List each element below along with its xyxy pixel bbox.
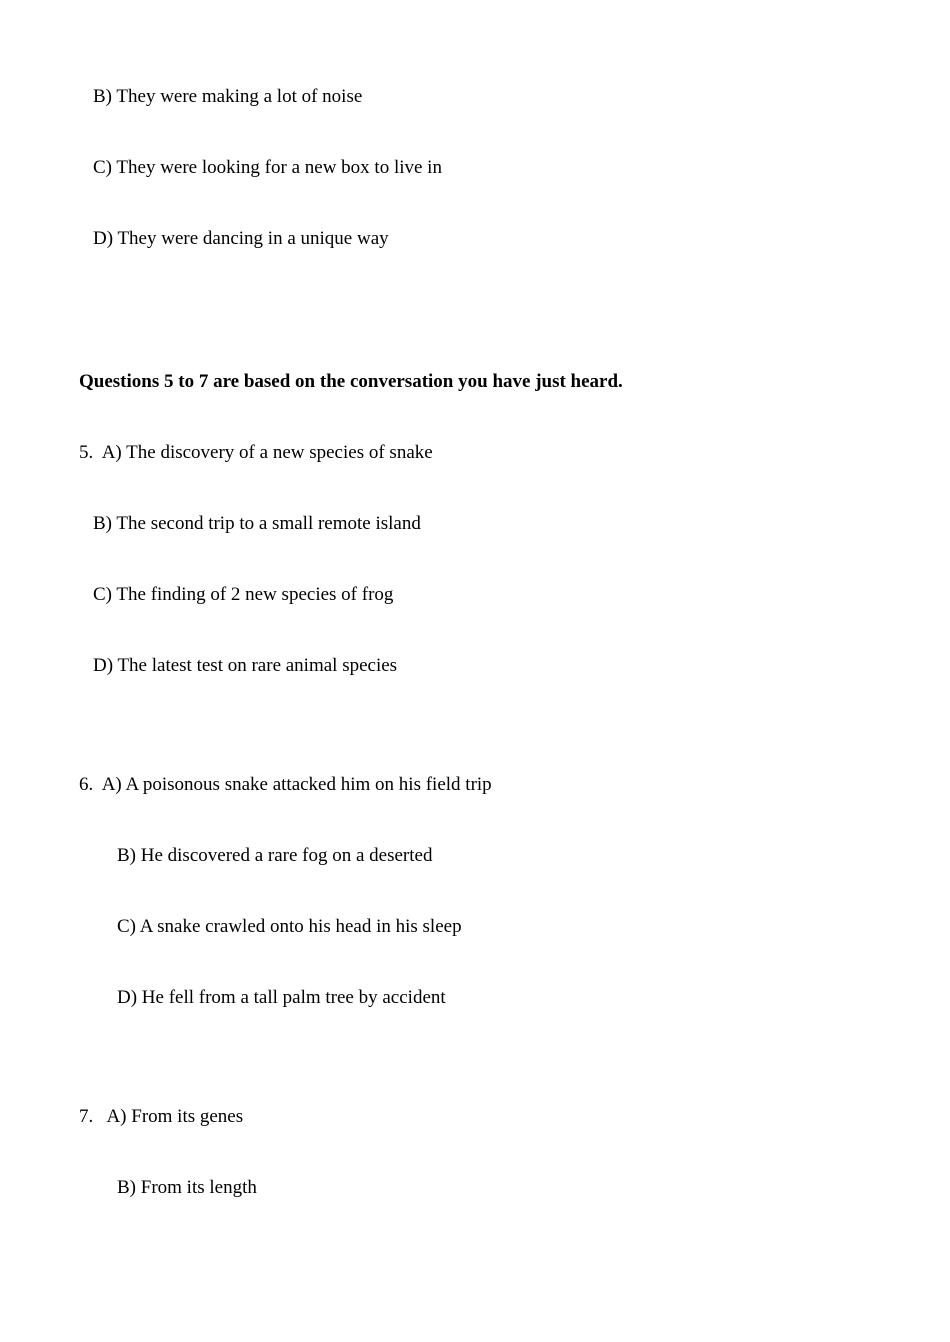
q5-option-d: D) The latest test on rare animal species bbox=[93, 655, 398, 676]
q4-option-c: C) They were looking for a new box to live in bbox=[93, 157, 442, 178]
q4-option-b: B) They were making a lot of noise bbox=[93, 86, 363, 107]
q6-option-c: C) A snake crawled onto his head in his sleep bbox=[117, 916, 462, 937]
q6-option-d: D) He fell from a tall palm tree by accident bbox=[117, 987, 446, 1008]
q6-option-b: B) He discovered a rare fog on a deserted bbox=[117, 845, 433, 866]
q5-option-a: 5. A) The discovery of a new species of snake bbox=[79, 442, 433, 463]
q6-option-a: 6. A) A poisonous snake attacked him on his field trip bbox=[79, 774, 492, 795]
section-heading: Questions 5 to 7 are based on the conversation you have just heard. bbox=[79, 371, 623, 392]
q7-option-b: B) From its length bbox=[117, 1177, 257, 1198]
q5-option-c: C) The finding of 2 new species of frog bbox=[93, 584, 394, 605]
q4-option-d: D) They were dancing in a unique way bbox=[93, 228, 389, 249]
q5-option-b: B) The second trip to a small remote island bbox=[93, 513, 421, 534]
q7-option-a: 7. A) From its genes bbox=[79, 1106, 244, 1127]
